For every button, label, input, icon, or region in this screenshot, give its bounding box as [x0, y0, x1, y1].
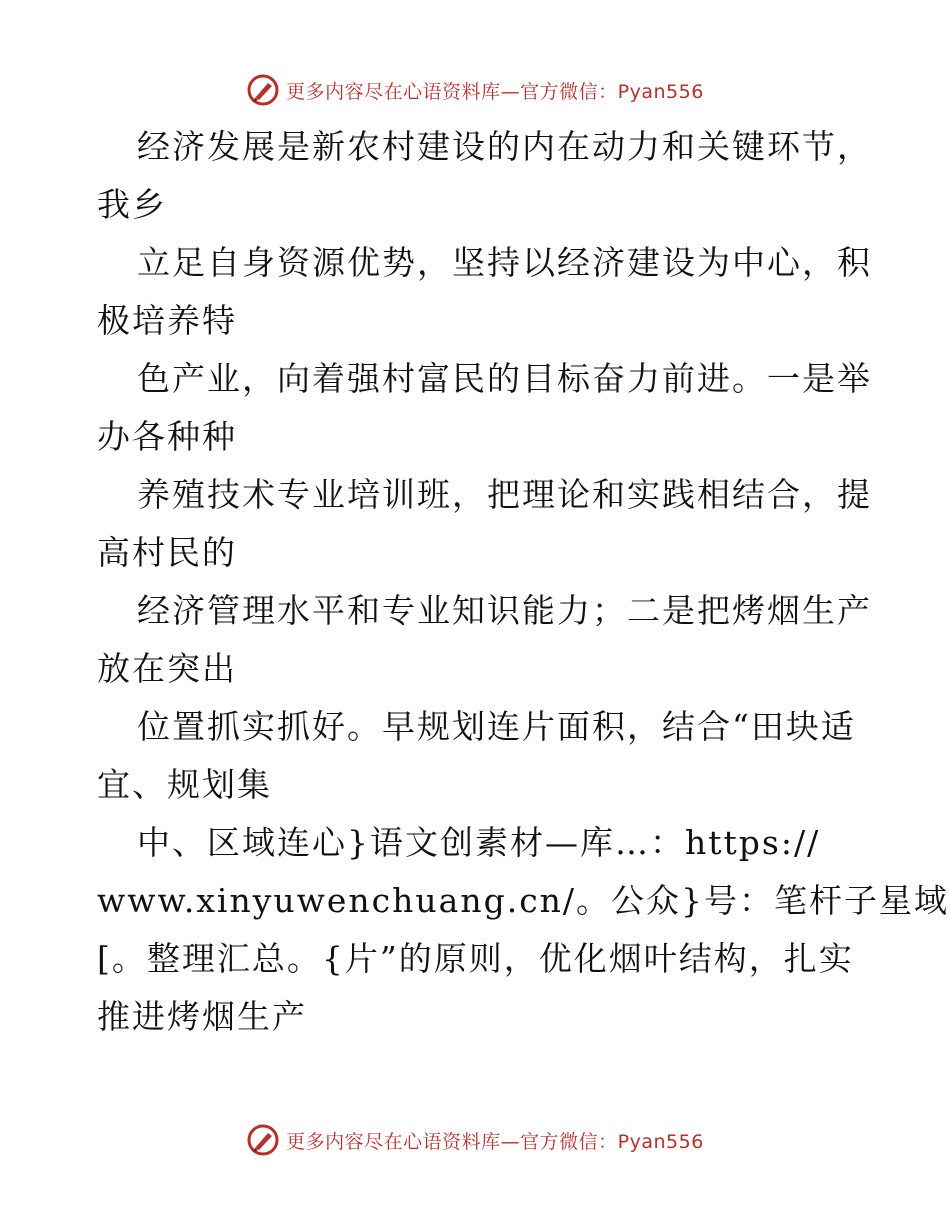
text-line: [。整理汇总。{片”的原则，优化烟叶结构，扎实: [97, 939, 854, 978]
text-line: 我乡: [97, 185, 167, 224]
text-line: 色产业，向着强村富民的目标奋力前进。一是举: [137, 359, 872, 398]
footer-banner: [0, 1120, 950, 1160]
text-line: 办各种种: [97, 417, 237, 456]
text-line: 极培养特: [97, 301, 237, 340]
text-line: 经济发展是新农村建设的内在动力和关键环节，: [137, 127, 872, 166]
text-line: 养殖技术专业培训班，把理论和实践相结合，提: [137, 475, 872, 514]
text-line: 高村民的: [97, 533, 237, 572]
pen-logo-icon: [246, 1123, 280, 1157]
header-banner: [0, 70, 950, 110]
banner-text: 更多内容尽在心语资料库—官方微信：Pyan556: [286, 80, 704, 103]
text-line: 经济管理水平和专业知识能力；二是把烤烟生产: [137, 591, 872, 630]
text-line: 中、区域连心}语文创素材—库…：https://: [137, 823, 821, 862]
banner-text: 更多内容尽在心语资料库—官方微信：Pyan556: [286, 1130, 704, 1153]
text-line: 位置抓实抓好。早规划连片面积，结合“田块适: [137, 707, 856, 746]
text-line: 宜、规划集: [97, 765, 272, 804]
text-line: 推进烤烟生产: [97, 997, 307, 1036]
pen-logo-icon: [246, 73, 280, 107]
text-line: www.xinyuwenchuang.cn/。公众}号：笔杆子星域: [97, 881, 950, 920]
text-line: 放在突出: [97, 649, 237, 688]
text-line: 立足自身资源优势，坚持以经济建设为中心，积: [137, 243, 872, 282]
document-body: [97, 118, 950, 1046]
